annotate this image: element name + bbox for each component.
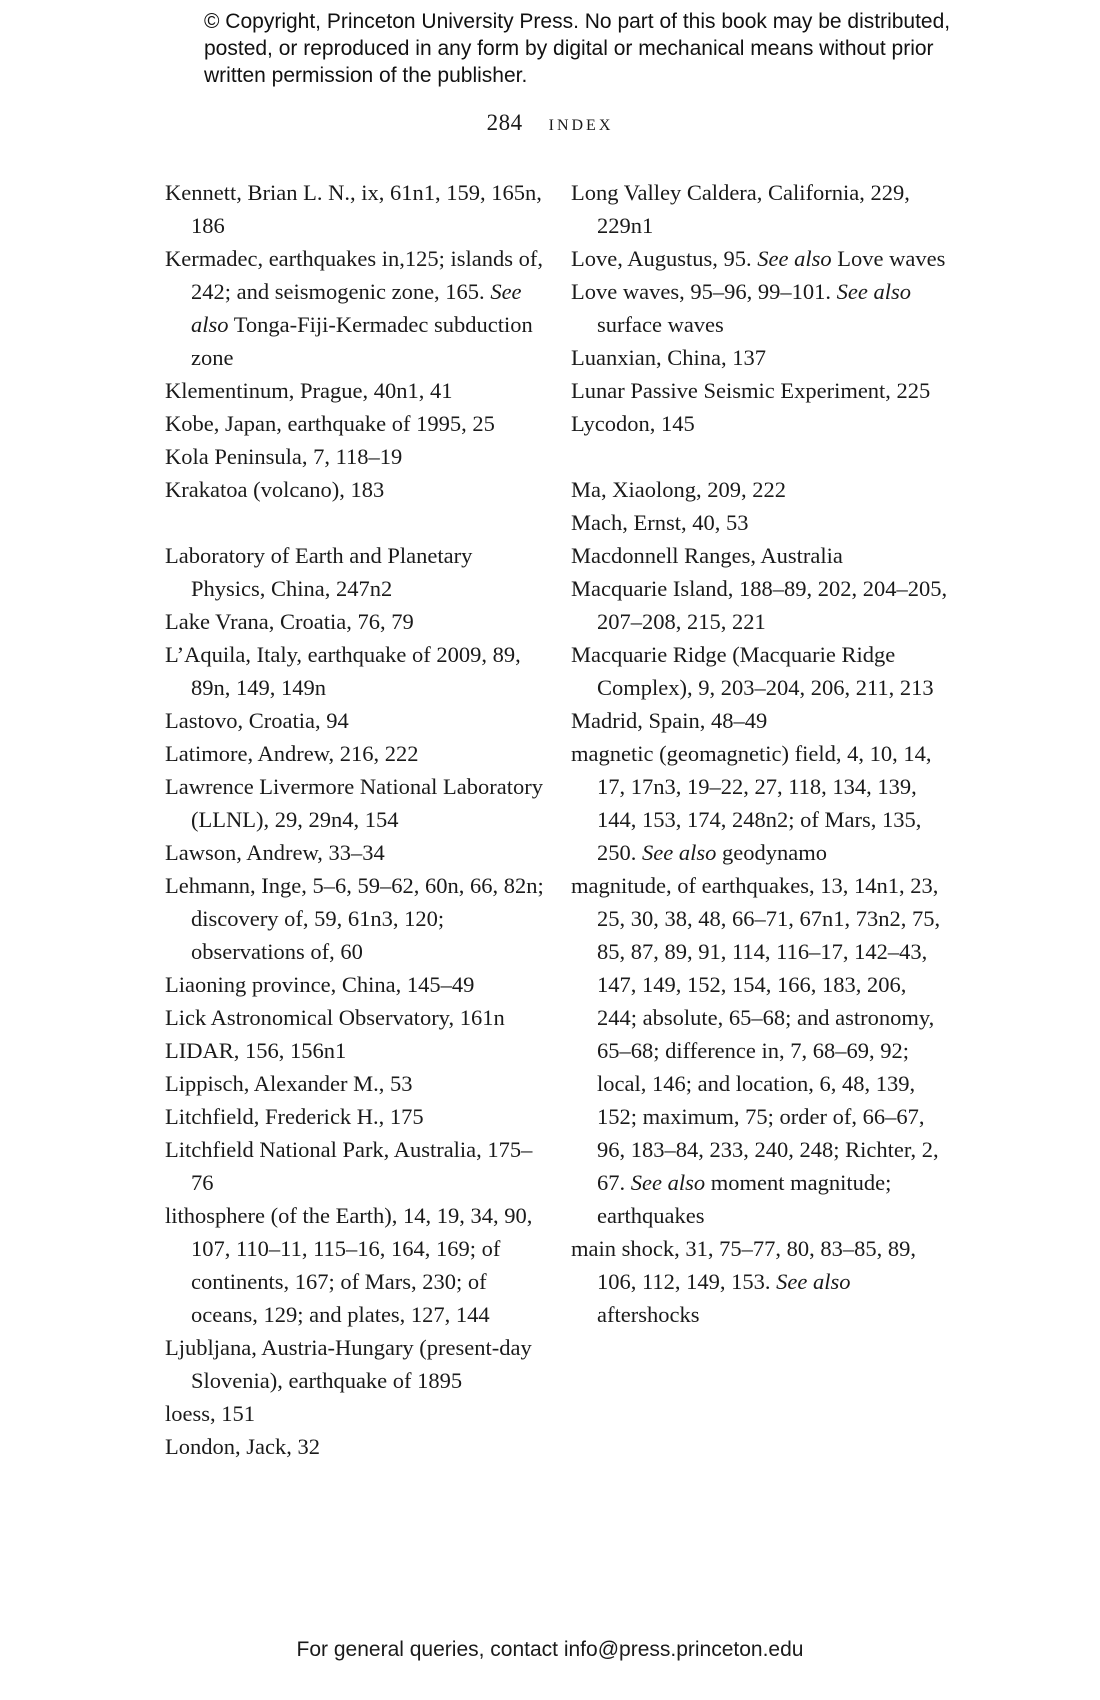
index-entry: L’Aquila, Italy, earthquake of 2009, 89, 89n, 149, 149n: [165, 642, 521, 700]
index-entry: Macquarie Ridge (Macquarie Ridge Complex), 9, 203–204, 206, 211, 213: [571, 642, 934, 700]
index-entry: Mach, Ernst, 40, 53: [571, 510, 749, 535]
index-entry: lithosphere (of the Earth), 14, 19, 34, 90, 107, 110–11, 115–16, 164, 169; of continents, 167; of Mars, 230; of oceans, 129; and plates, 127, 144: [165, 1203, 533, 1327]
index-entry: loess, 151: [165, 1401, 255, 1426]
see-also-reference: See also: [836, 279, 911, 304]
index-entry: Kola Peninsula, 7, 118–19: [165, 444, 403, 469]
index-column-right: [571, 176, 951, 1331]
index-entry: Kennett, Brian L. N., ix, 61n1, 159, 165n, 186: [165, 180, 542, 238]
index-entry: Lake Vrana, Croatia, 76, 79: [165, 609, 414, 634]
see-also-reference: See also: [642, 840, 717, 865]
see-also-reference: See also: [191, 279, 522, 337]
index-entry: main shock, 31, 75–77, 80, 83–85, 89, 106, 112, 149, 153. See also aftershocks: [571, 1236, 916, 1327]
index-entry: Lawson, Andrew, 33–34: [165, 840, 385, 865]
index-entry: Liaoning province, China, 145–49: [165, 972, 475, 997]
index-entry: Ljubljana, Austria-Hungary (present-day Slovenia), earthquake of 1895: [165, 1335, 532, 1393]
section-title: index: [548, 110, 614, 135]
footer-contact: For general queries, contact info@press.princeton.edu: [296, 1638, 804, 1661]
index-entry: Lehmann, Inge, 5–6, 59–62, 60n, 66, 82n; discovery of, 59, 61n3, 120; observations of, 60: [165, 873, 544, 964]
index-entry: LIDAR, 156, 156n1: [165, 1038, 347, 1063]
index-entry: Ma, Xiaolong, 209, 222: [571, 477, 786, 502]
index-entry: Litchfield National Park, Australia, 175–76: [165, 1137, 533, 1195]
index-entry: Lawrence Livermore National Laboratory (LLNL), 29, 29n4, 154: [165, 774, 543, 832]
index-entry: Kobe, Japan, earthquake of 1995, 25: [165, 411, 495, 436]
page-number: 284: [486, 110, 523, 135]
index-entry: Laboratory of Earth and Planetary Physics, China, 247n2: [165, 543, 473, 601]
index-entry: Krakatoa (volcano), 183: [165, 477, 385, 502]
copyright-notice: © Copyright, Princeton University Press. No part of this book may be distributed, posted, or reproduced in any form by digital or mechanical means without prior written permission of the publisher.: [204, 10, 951, 87]
index-entry: Lippisch, Alexander M., 53: [165, 1071, 413, 1096]
index-entry: Madrid, Spain, 48–49: [571, 708, 768, 733]
index-entry: magnetic (geomagnetic) field, 4, 10, 14, 17, 17n3, 19–22, 27, 118, 134, 139, 144, 153, 174, 248n2; of Mars, 135, 250. See also geodynamo: [571, 741, 932, 865]
index-entry: Latimore, Andrew, 216, 222: [165, 741, 419, 766]
index-entry: Luanxian, China, 137: [571, 345, 766, 370]
see-also-reference: See also: [630, 1170, 706, 1195]
see-also-reference: See also: [757, 246, 832, 271]
letter-group-gap: [571, 440, 951, 473]
index-entry: magnitude, of earthquakes, 13, 14n1, 23, 25, 30, 38, 48, 66–71, 67n1, 73n2, 75, 85, 87, 89, 91, 114, 116–17, 142–43, 147, 149, 152, 154, 166, 183, 206, 244; absolute, 65–68; and astronomy, 65–68; difference in, 7, 68–69, 92; local, 146; and location, 6, 48, 139, 152; maximum, 75; order of, 66–67, 96, 183–84, 233, 240, 248; Richter, 2, 67. See also moment magnitude; earthquakes: [571, 873, 941, 1228]
index-entry: Lunar Passive Seismic Experiment, 225: [571, 378, 931, 403]
index-column-left: [165, 176, 545, 1463]
running-head: [0, 110, 1100, 136]
index-entry: Love, Augustus, 95. See also Love waves: [571, 246, 946, 271]
letter-group-gap: [165, 506, 545, 539]
index-entry: Lick Astronomical Observatory, 161n: [165, 1005, 505, 1030]
see-also-reference: See also: [776, 1269, 851, 1294]
index-entry: Kermadec, earthquakes in,125; islands of, 242; and seismogenic zone, 165. See also Tonga-Fiji-Kermadec subduction zone: [165, 246, 544, 370]
index-entry: London, Jack, 32: [165, 1434, 320, 1459]
index-entry: Klementinum, Prague, 40n1, 41: [165, 378, 453, 403]
index-entry: Lastovo, Croatia, 94: [165, 708, 349, 733]
index-entry: Macdonnell Ranges, Australia: [571, 543, 843, 568]
index-entry: Long Valley Caldera, California, 229, 229n1: [571, 180, 910, 238]
index-entry: Lycodon, 145: [571, 411, 695, 436]
index-entry: Love waves, 95–96, 99–101. See also surface waves: [571, 279, 911, 337]
index-entry: Macquarie Island, 188–89, 202, 204–205, 207–208, 215, 221: [571, 576, 948, 634]
index-entry: Litchfield, Frederick H., 175: [165, 1104, 424, 1129]
